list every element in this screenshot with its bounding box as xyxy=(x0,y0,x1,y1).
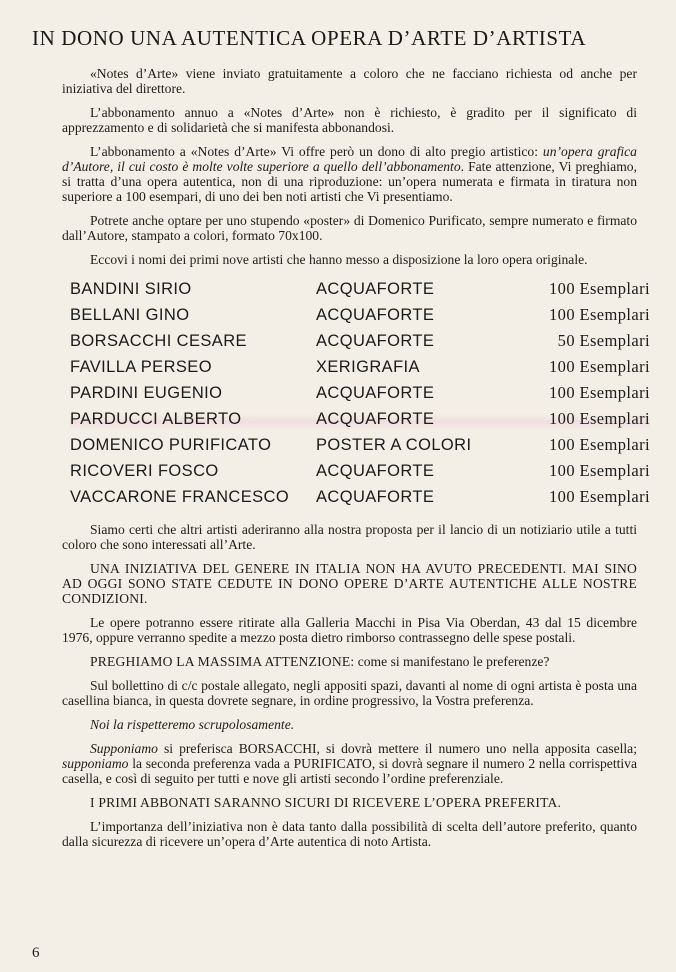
attention-rest: come si manifestano le preferenze? xyxy=(354,654,550,669)
artist-row xyxy=(70,432,650,458)
artist-row xyxy=(70,484,650,510)
artist-row xyxy=(70,302,650,328)
gift-lead: L’abbonamento a «Notes d’Arte» Vi offre però un dono di alto pregio artistico: xyxy=(90,144,543,159)
artist-name: DOMENICO PURIFICATO xyxy=(70,435,272,454)
example-italic-1: Supponiamo xyxy=(90,741,158,756)
paragraph-attention xyxy=(62,654,637,669)
example-text-1: si preferisca BORSACCHI, si dovrà mettere il numero uno nella apposita casella; xyxy=(157,741,637,756)
attention-caps: PREGHIAMO LA MASSIMA ATTENZIONE: xyxy=(90,654,355,669)
gift-tail: . Fate attenzione, Vi preghiamo, si tratta d’una opera autentica, non di una riproduzione: un’opera numerata e firmata in tiratura non superiore a 100 esempari, di uno dei ben noti artisti che Vi presentiamo. xyxy=(62,159,637,204)
artist-technique: XERIGRAFIA xyxy=(316,357,420,376)
example-italic-2: supponiamo xyxy=(62,756,129,771)
artist-name: VACCARONE FRANCESCO xyxy=(70,487,290,506)
paragraph-example xyxy=(62,741,637,786)
artist-technique: ACQUAFORTE xyxy=(316,487,435,506)
artist-row xyxy=(70,276,650,302)
artist-technique: POSTER A COLORI xyxy=(316,435,472,454)
artist-edition-count: 100 Esemplari xyxy=(549,305,650,324)
respect-italic: Noi la rispetteremo scrupolosamente. xyxy=(90,717,295,732)
artist-name: PARDUCCI ALBERTO xyxy=(70,406,316,432)
artist-name: RICOVERI FOSCO xyxy=(70,461,219,480)
artist-technique: ACQUAFORTE xyxy=(316,406,506,432)
paragraph-pickup: Le opere potranno essere ritirate alla Galleria Macchi in Pisa Via Oberdan, 43 dal 15 dicembre 1976, oppure verranno spedite a mezzo posta dietro rimborso contrassegno delle spese postali. xyxy=(62,615,637,645)
artist-name: BORSACCHI CESARE xyxy=(70,331,247,350)
paragraph-importance: L’importanza dell’iniziativa non è data tanto dalla possibilità di scelta dell’autore preferito, quanto dalla sicurezza di ricevere un’opera d’Arte autentica di noto Artista. xyxy=(62,819,637,849)
artist-row xyxy=(70,380,650,406)
page-number: 6 xyxy=(32,945,40,961)
artist-edition-count: 100 Esemplari xyxy=(549,279,650,298)
artist-technique: ACQUAFORTE xyxy=(316,279,435,298)
artist-technique: ACQUAFORTE xyxy=(316,461,435,480)
artist-name: BELLANI GINO xyxy=(70,305,190,324)
article-body xyxy=(62,66,650,858)
example-text-2: la seconda preferenza vada a PURIFICATO, si dovrà segnare il numero 2 nella corrispettiva casella, e così di seguito per tutti e nove gli artisti secondo l’ordine preferenziale. xyxy=(62,756,637,786)
artist-technique: ACQUAFORTE xyxy=(316,383,435,402)
artist-row xyxy=(70,406,650,432)
artist-row xyxy=(70,458,650,484)
artist-edition-count: 100 Esemplari xyxy=(549,357,650,376)
artist-technique: ACQUAFORTE xyxy=(316,331,435,350)
artist-edition-count: 100 Esemplari xyxy=(549,487,650,506)
artist-edition-count: 100 Esemplari xyxy=(549,435,650,454)
artist-name: PARDINI EUGENIO xyxy=(70,383,223,402)
paragraph-other-artists: Siamo certi che altri artisti aderiranno alla nostra proposta per il lancio di un notiziario utile a tutti coloro che sono interessati all’Arte. xyxy=(62,522,637,552)
paragraph-subscription: L’abbonamento annuo a «Notes d’Arte» non è richiesto, è gradito per il significato di apprezzamento e di solidarietà che si manifesta abbonandosi. xyxy=(62,105,637,135)
artist-row xyxy=(70,354,650,380)
page-title: IN DONO UNA AUTENTICA OPERA D’ARTE D’ARTISTA xyxy=(32,26,587,50)
artist-name: FAVILLA PERSEO xyxy=(70,357,212,376)
artist-row xyxy=(70,328,650,354)
paragraph-bulletin: Sul bollettino di c/c postale allegato, negli appositi spazi, davanti al nome di ogni artista è posta una casellina bianca, in questa dovrete segnare, in ordine progressivo, la Vostra preferenza. xyxy=(62,678,637,708)
gift-italic: un’opera grafica d’Autore, il cui costo è molte volte superiore a quello dell’abbonamento xyxy=(62,144,637,174)
artist-technique: ACQUAFORTE xyxy=(316,305,435,324)
artist-name: BANDINI SIRIO xyxy=(70,279,192,298)
paragraph-first-subscribers: I PRIMI ABBONATI SARANNO SICURI DI RICEVERE L’OPERA PREFERITA. xyxy=(90,795,562,810)
paragraph-poster: Potrete anche optare per uno stupendo «poster» di Domenico Purificato, sempre numerato e firmato dall’Autore, stampato a colori, formato 70x100. xyxy=(62,213,637,243)
artist-edition-count: 100 Esemplari xyxy=(506,406,650,432)
artists-table xyxy=(70,276,650,510)
paragraph-intro: «Notes d’Arte» viene inviato gratuitamente a coloro che ne facciano richiesta od anche per iniziativa del direttore. xyxy=(62,66,637,96)
artist-edition-count: 100 Esemplari xyxy=(549,383,650,402)
artist-edition-count: 100 Esemplari xyxy=(549,461,650,480)
paragraph-unprecedented: UNA INIZIATIVA DEL GENERE IN ITALIA NON HA AVUTO PRECEDENTI. MAI SINO AD OGGI SONO STATE CEDUTE IN DONO OPERE D’ARTE AUTENTICHE ALLE NOSTRE CONDIZIONI. xyxy=(62,561,637,606)
paragraph-gift xyxy=(62,144,637,204)
paragraph-artists-intro: Eccovi i nomi dei primi nove artisti che hanno messo a disposizione la loro opera originale. xyxy=(90,252,588,267)
paragraph-respect xyxy=(62,717,637,732)
artist-edition-count: 50 Esemplari xyxy=(557,331,650,350)
